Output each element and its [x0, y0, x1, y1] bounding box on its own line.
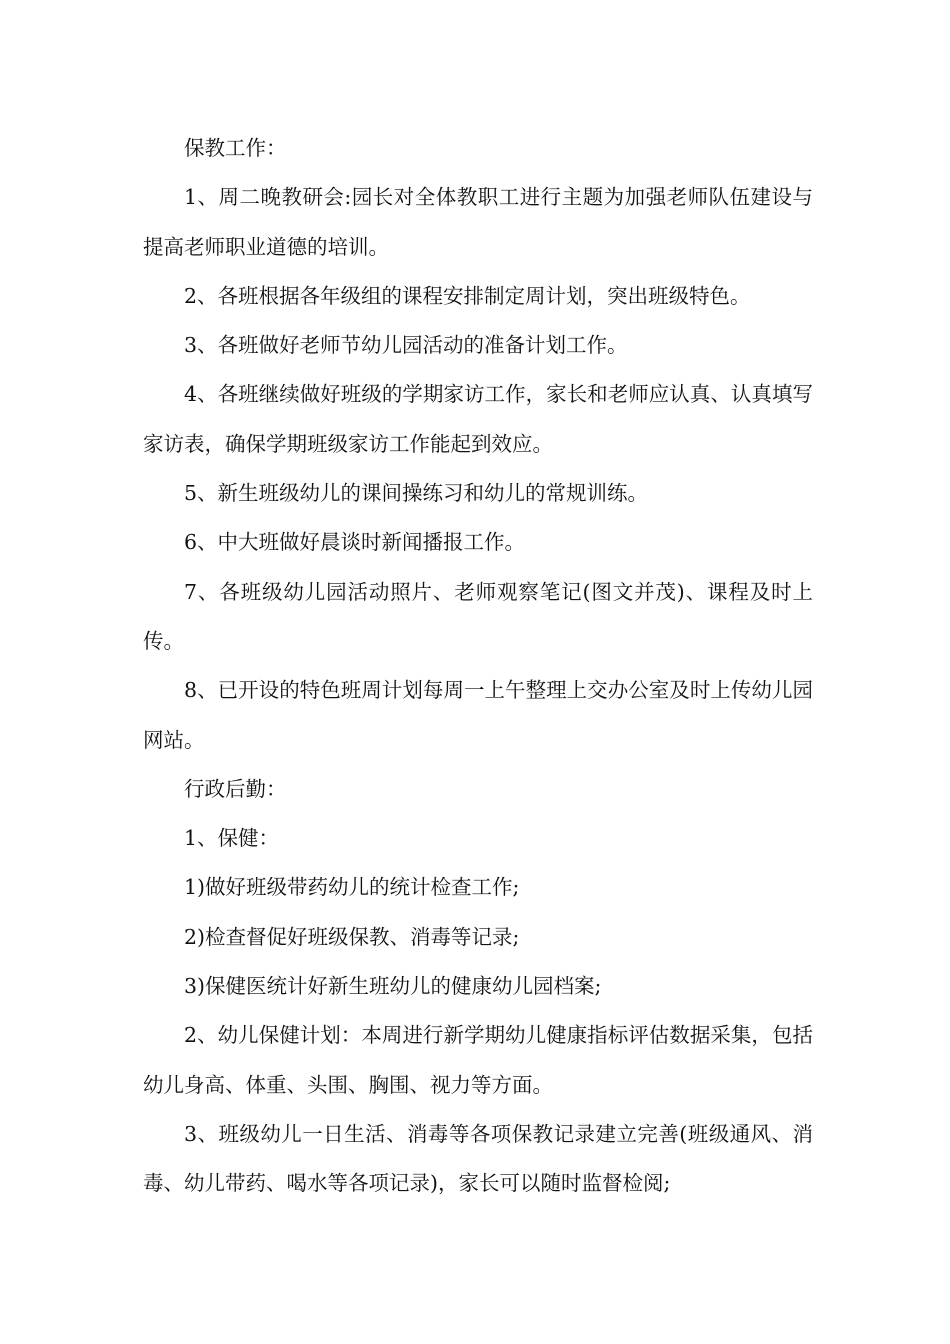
document-body [143, 124, 813, 1209]
paragraph: 3、班级幼儿一日生活、消毒等各项保教记录建立完善(班级通风、消毒、幼儿带药、喝水等各项记录)，家长可以随时监督检阅; [143, 1121, 813, 1196]
paragraph: 2、各班根据各年级组的课程安排制定周计划，突出班级特色。 [184, 283, 751, 308]
paragraph: 3、各班做好老师节幼儿园活动的准备计划工作。 [184, 333, 628, 358]
paragraph: 7、各班级幼儿园活动照片、老师观察笔记(图文并茂)、课程及时上传。 [143, 579, 813, 653]
section-heading-xingzheng: 行政后勤： [184, 776, 287, 801]
paragraph: 1、周二晚教研会:园长对全体教职工进行主题为加强老师队伍建设与提高老师职业道德的培训。 [143, 185, 813, 259]
paragraph: 5、新生班级幼儿的课间操练习和幼儿的常规训练。 [184, 481, 649, 506]
paragraph: 1)做好班级带药幼儿的统计检查工作; [184, 875, 520, 900]
paragraph: 2)检查督促好班级保教、消毒等记录; [184, 924, 520, 949]
paragraph: 3)保健医统计好新生班幼儿的健康幼儿园档案; [184, 974, 602, 999]
paragraph: 1、保健： [184, 826, 280, 851]
section-heading-baojiao: 保教工作： [184, 136, 287, 160]
paragraph: 6、中大班做好晨谈时新闻播报工作。 [184, 530, 526, 555]
paragraph: 2、幼儿保健计划：本周进行新学期幼儿健康指标评估数据采集，包括幼儿身高、体重、头围、胸围、视力等方面。 [143, 1023, 813, 1097]
paragraph: 4、各班继续做好班级的学期家访工作，家长和老师应认真、认真填写家访表，确保学期班级家访工作能起到效应。 [143, 382, 813, 456]
paragraph: 8、已开设的特色班周计划每周一上午整理上交办公室及时上传幼儿园网站。 [143, 678, 813, 752]
